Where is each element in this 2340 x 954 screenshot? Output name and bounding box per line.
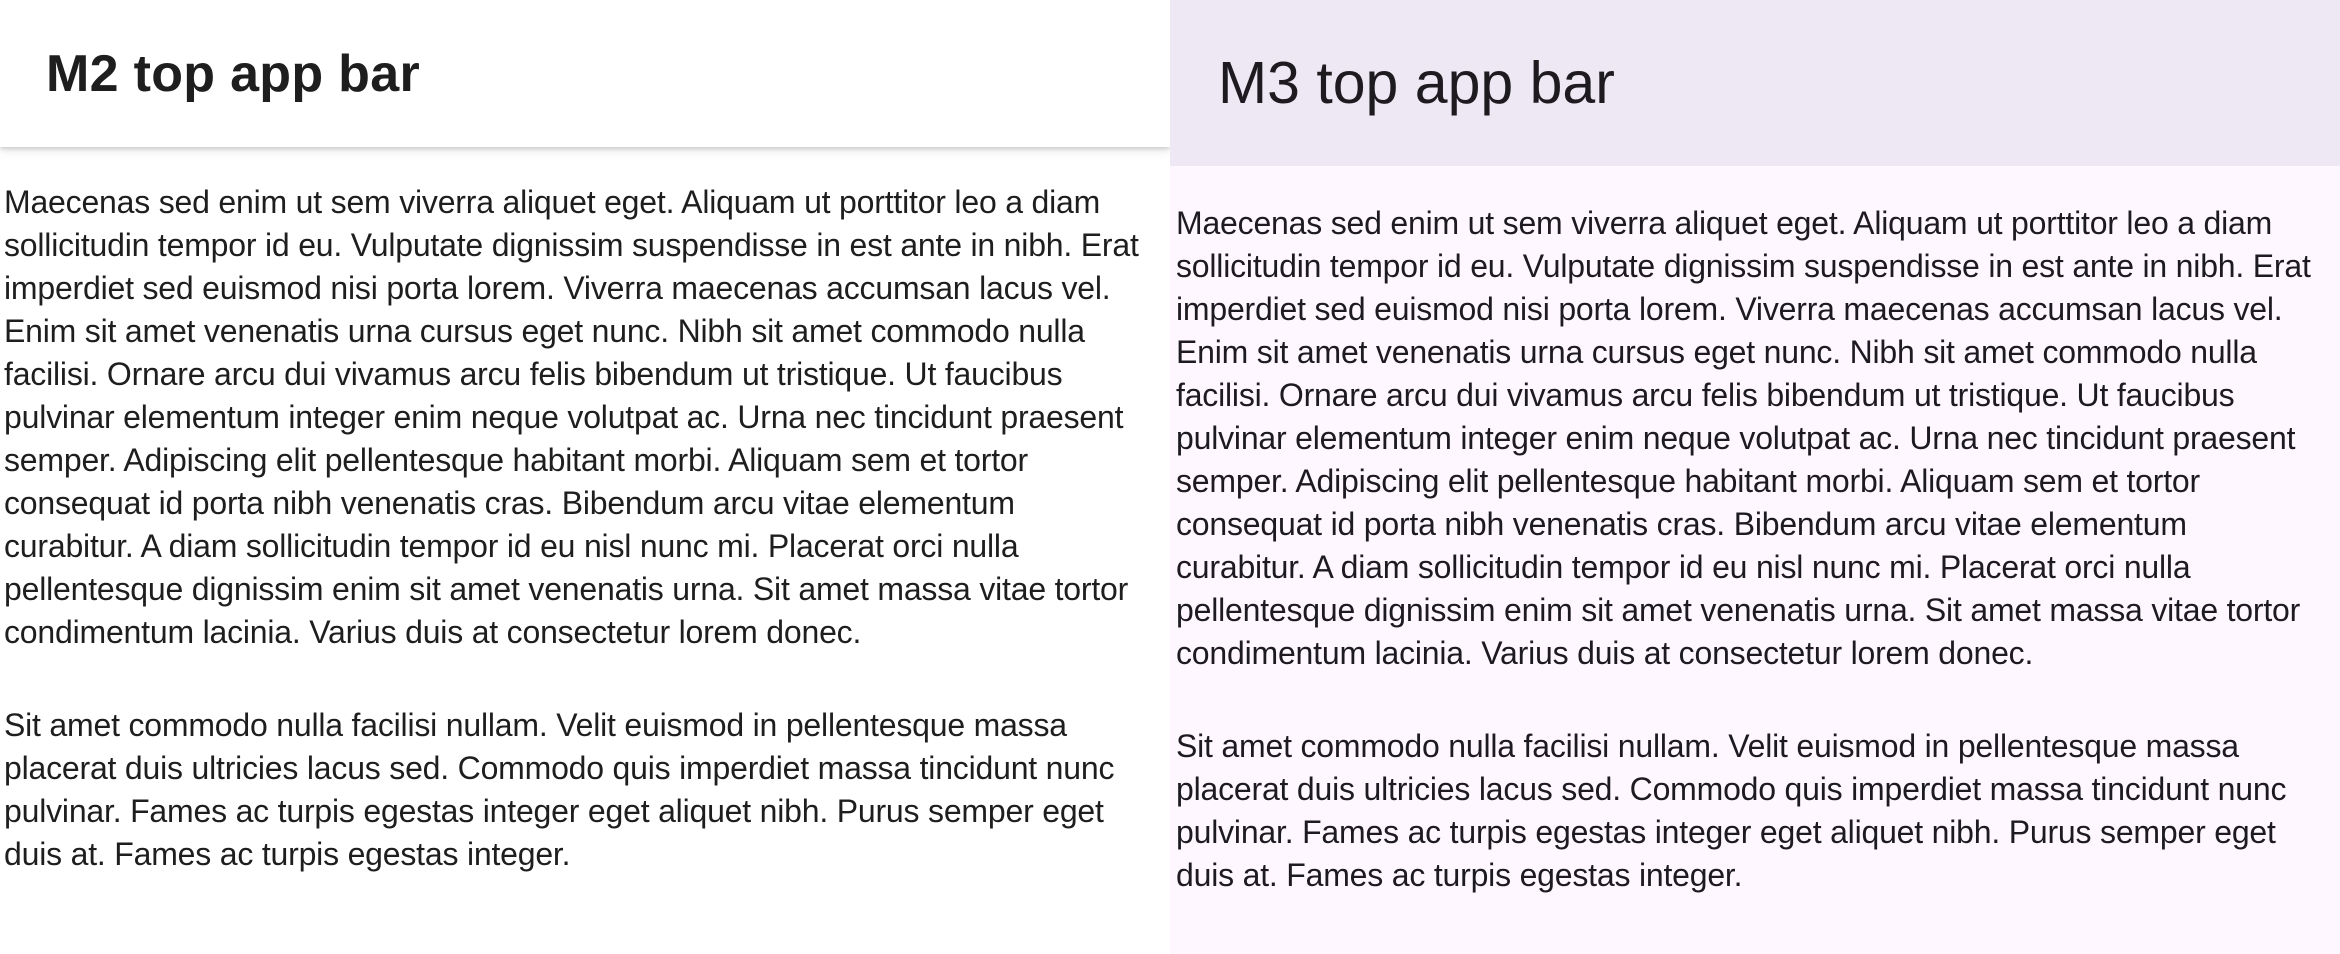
m2-top-app-bar (0, 0, 1170, 147)
m3-body-paragraph-2: Sit amet commodo nulla facilisi nullam. Velit euismod in pellentesque massa placerat duis ultricies lacus sed. Commodo quis imperdiet massa tincidunt nunc pulvinar. Fames ac turpis egestas integer eget aliquet nibh. Purus semper eget duis at. Fames ac turpis egestas integer. (1176, 728, 2287, 893)
m2-app-bar-title: M2 top app bar (46, 44, 420, 103)
m2-body-paragraph-1: Maecenas sed enim ut sem viverra aliquet eget. Aliquam ut porttitor leo a diam sollicitudin tempor id eu. Vulputate dignissim suspendisse in est ante in nibh. Erat imperdiet sed euismod nisi porta lorem. Viverra maecenas accumsan lacus vel. Enim sit amet venenatis urna cursus eget nunc. Nibh sit amet commodo nulla facilisi. Ornare arcu dui vivamus arcu felis bibendum ut tristique. Ut faucibus pulvinar elementum integer enim neque volutpat ac. Urna nec tincidunt praesent semper. Adipiscing elit pellentesque habitant morbi. Aliquam sem et tortor consequat id porta nibh venenatis cras. Bibendum arcu vitae elementum curabitur. A diam sollicitudin tempor id eu nisl nunc mi. Placerat orci nulla pellentesque dignissim enim sit amet venenatis urna. Sit amet massa vitae tortor condimentum lacinia. Varius duis at consectetur lorem donec. (4, 184, 1139, 650)
m2-body-paragraph-2: Sit amet commodo nulla facilisi nullam. Velit euismod in pellentesque massa placerat duis ultricies lacus sed. Commodo quis imperdiet massa tincidunt nunc pulvinar. Fames ac turpis egestas integer eget aliquet nibh. Purus semper eget duis at. Fames ac turpis egestas integer. (4, 707, 1115, 872)
m3-panel (1170, 0, 2340, 954)
m3-body-paragraph-1: Maecenas sed enim ut sem viverra aliquet eget. Aliquam ut porttitor leo a diam sollicitudin tempor id eu. Vulputate dignissim suspendisse in est ante in nibh. Erat imperdiet sed euismod nisi porta lorem. Viverra maecenas accumsan lacus vel. Enim sit amet venenatis urna cursus eget nunc. Nibh sit amet commodo nulla facilisi. Ornare arcu dui vivamus arcu felis bibendum ut tristique. Ut faucibus pulvinar elementum integer enim neque volutpat ac. Urna nec tincidunt praesent semper. Adipiscing elit pellentesque habitant morbi. Aliquam sem et tortor consequat id porta nibh venenatis cras. Bibendum arcu vitae elementum curabitur. A diam sollicitudin tempor id eu nisl nunc mi. Placerat orci nulla pellentesque dignissim enim sit amet venenatis urna. Sit amet massa vitae tortor condimentum lacinia. Varius duis at consectetur lorem donec. (1176, 205, 2311, 671)
m3-app-bar-title: M3 top app bar (1218, 49, 1615, 116)
m3-top-app-bar (1170, 0, 2340, 166)
m2-scroll-content[interactable] (0, 147, 1170, 954)
m3-scroll-content[interactable] (1170, 166, 2340, 954)
